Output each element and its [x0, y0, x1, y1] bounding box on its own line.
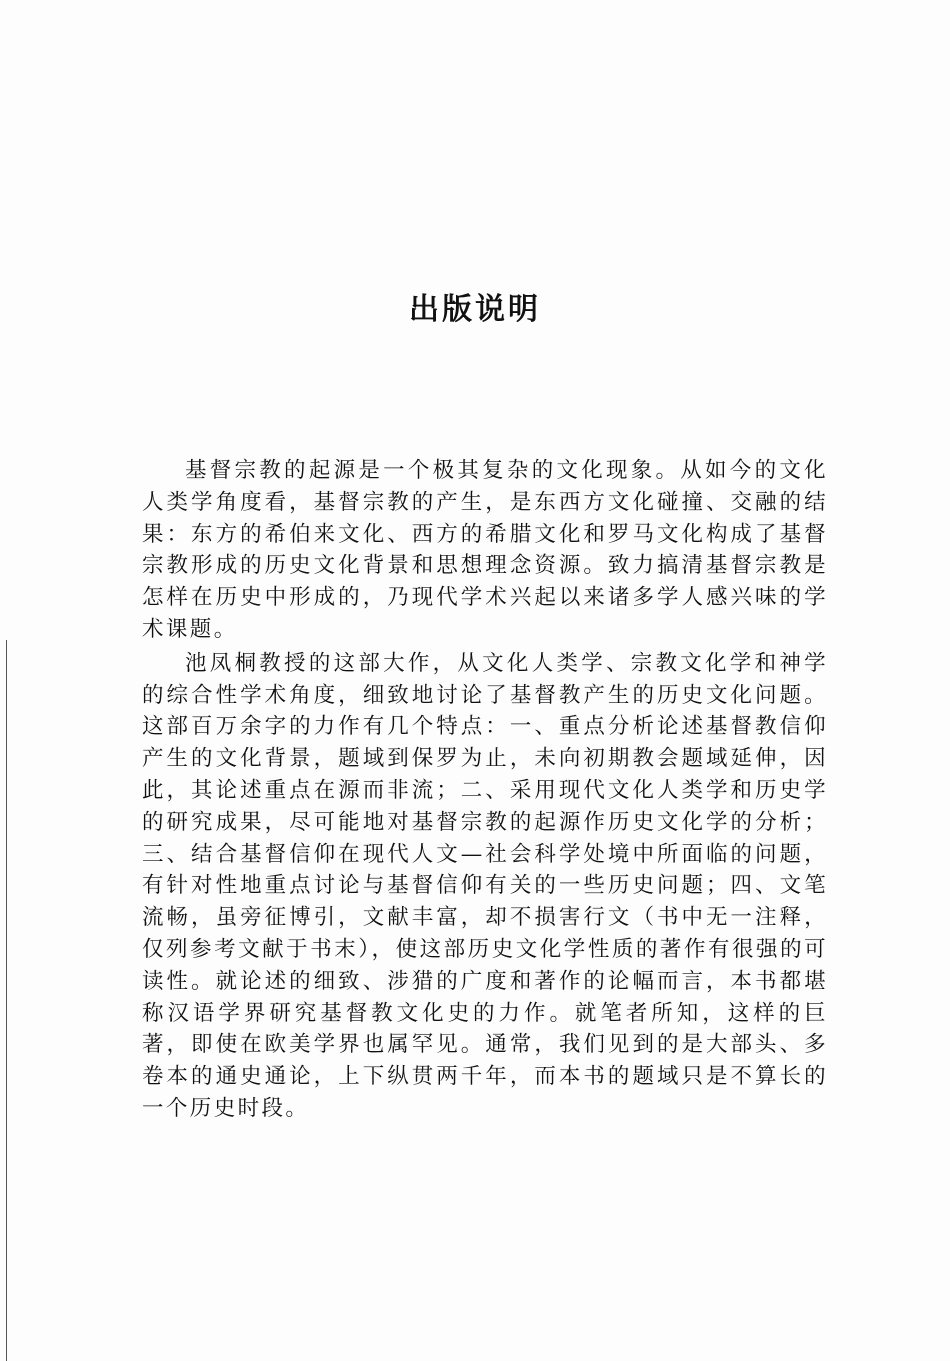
paragraph-1: 基督宗教的起源是一个极其复杂的文化现象。从如今的文化人类学角度看，基督宗教的产生，是东西方文化碰撞、交融的结果：东方的希伯来文化、西方的希腊文化和罗马文化构成了基督宗教形成的历史文化背景和思想理念资源。致力搞清基督宗教是怎样在历史中形成的，乃现代学术兴起以来诸多学人感兴味的学术课题。 — [142, 458, 828, 642]
paragraph-2: 池凤桐教授的这部大作，从文化人类学、宗教文化学和神学的综合性学术角度，细致地讨论了基督教产生的历史文化问题。这部百万余字的力作有几个特点：一、重点分析论述基督教信仰产生的文化背景，题域到保罗为止，未向初期教会题域延伸，因此，其论述重点在源而非流；二、采用现代文化人类学和历史学的研究成果，尽可能地对基督宗教的起源作历史文化学的分析；三、结合基督信仰在现代人文—社会科学处境中所面临的问题，有针对性地重点讨论与基督信仰有关的一些历史问题；四、文笔流畅，虽旁征博引，文献丰富，却不损害行文（书中无一注释，仅列参考文献于书末），使这部历史文化学性质的著作有很强的可读性。就论述的细致、涉猎的广度和著作的论幅而言，本书都堪称汉语学界研究基督教文化史的力作。就笔者所知，这样的巨著，即使在欧美学界也属罕见。通常，我们见到的是大部头、多卷本的通史通论，上下纵贯两千年，而本书的题域只是不算长的一个历史时段。 — [142, 650, 828, 1121]
body-text — [142, 455, 828, 1127]
scan-edge-line — [6, 640, 7, 1361]
page-title: 出版说明 — [409, 292, 541, 327]
